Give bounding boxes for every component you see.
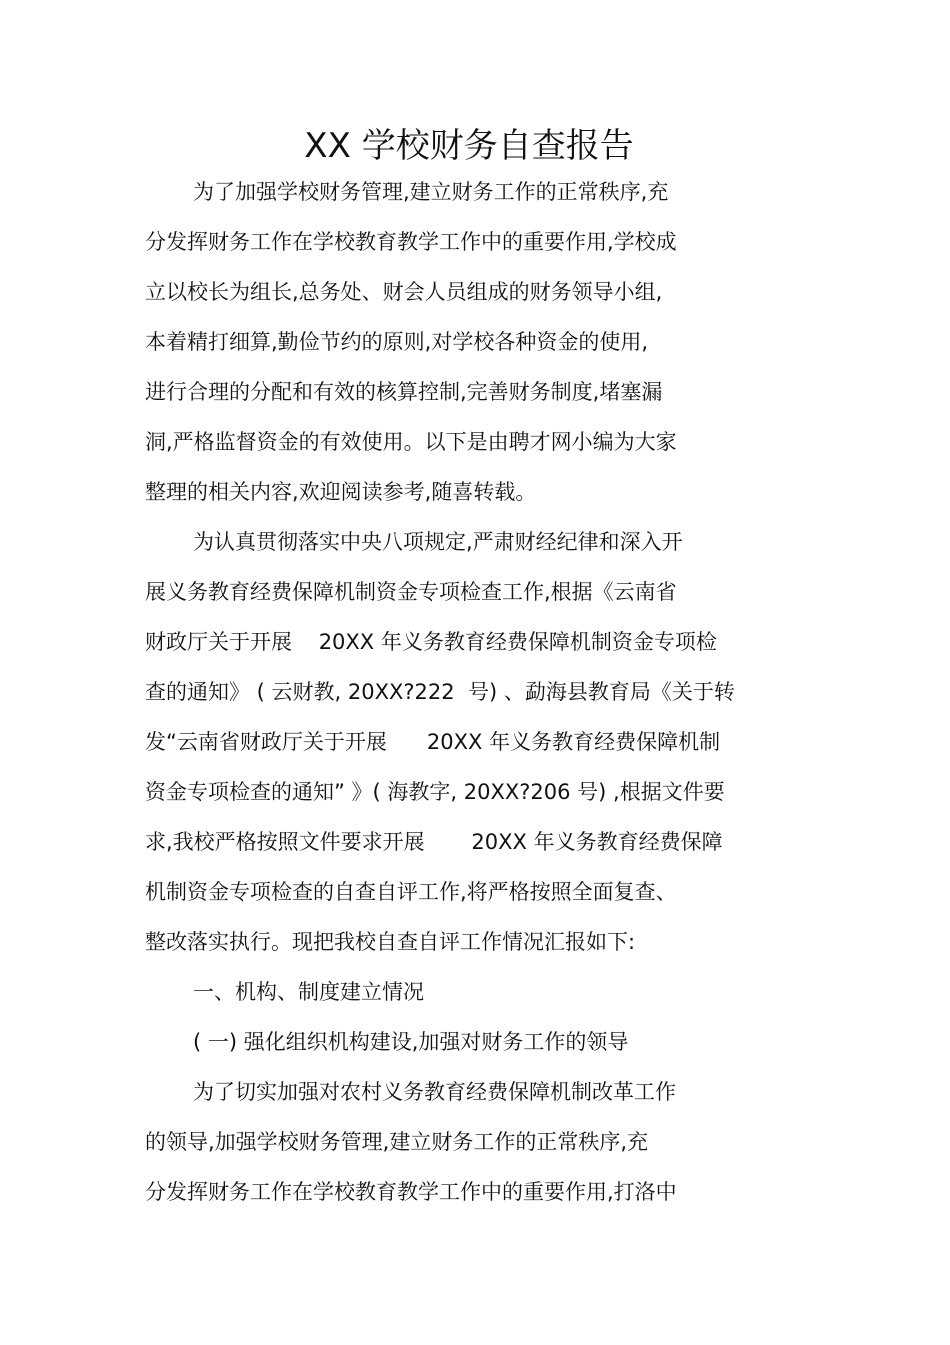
text-line: 立以校长为组长,总务处、财会人员组成的财务领导小组, (145, 280, 663, 304)
subsection-heading: ( 一) 强化组织机构建设,加强对财务工作的领导 (193, 1030, 629, 1054)
text-line: 为了加强学校财务管理,建立财务工作的正常秩序,充 (193, 180, 669, 204)
document-title: XX 学校财务自查报告 (304, 126, 634, 166)
text-line: 为了切实加强对农村义务教育经费保障机制改革工作 (193, 1080, 676, 1104)
text-line: 机制资金专项检查的自查自评工作,将严格按照全面复查、 (145, 880, 677, 904)
text-line: 本着精打细算,勤俭节约的原则,对学校各种资金的使用, (145, 330, 649, 354)
text-line: 发“云南省财政厅关于开展 20XX 年义务教育经费保障机制 (145, 730, 721, 754)
text-line: 展义务教育经费保障机制资金专项检查工作,根据《云南省 (145, 580, 677, 604)
text-line: 为认真贯彻落实中央八项规定,严肃财经纪律和深入开 (193, 530, 683, 554)
text-line: 分发挥财务工作在学校教育教学工作中的重要作用,学校成 (145, 230, 677, 254)
text-line: 整理的相关内容,欢迎阅读参考,随喜转载。 (145, 480, 537, 504)
section-heading: 一、机构、制度建立情况 (193, 980, 424, 1004)
text-line: 的领导,加强学校财务管理,建立财务工作的正常秩序,充 (145, 1130, 649, 1154)
text-line: 整改落实执行。现把我校自查自评工作情况汇报如下: (145, 930, 636, 954)
text-line: 分发挥财务工作在学校教育教学工作中的重要作用,打洛中 (145, 1180, 677, 1204)
text-line: 资金专项检查的通知” 》( 海教字, 20XX?206 号) ,根据文件要 (145, 780, 725, 804)
text-line: 进行合理的分配和有效的核算控制,完善财务制度,堵塞漏 (145, 380, 663, 404)
text-line: 财政厅关于开展 20XX 年义务教育经费保障机制资金专项检 (145, 630, 717, 654)
text-line: 求,我校严格按照文件要求开展 20XX 年义务教育经费保障 (145, 830, 723, 854)
text-line: 查的通知》 ( 云财教, 20XX?222 号) 、勐海县教育局《关于转 (145, 680, 735, 704)
text-line: 洞,严格监督资金的有效使用。以下是由聘才网小编为大家 (145, 430, 677, 454)
